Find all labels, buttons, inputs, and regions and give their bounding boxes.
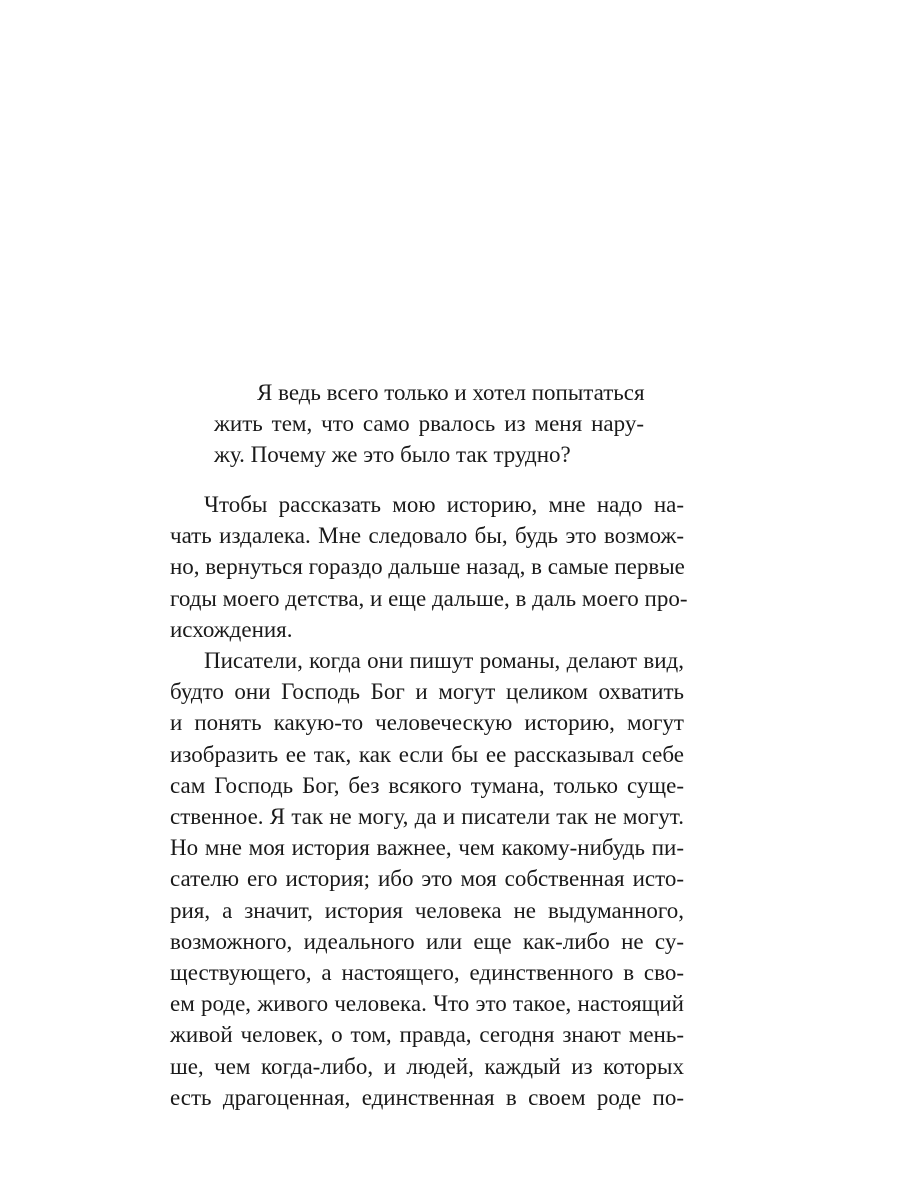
text-line: и понять какую-то человеческую историю, могут bbox=[170, 710, 684, 736]
text-line: будто они Господь Бог и могут целиком охватить bbox=[170, 679, 684, 705]
text-line: годы моего детства, и еще дальше, в даль моего про- bbox=[170, 585, 688, 611]
epigraph-line: жить тем, что само рвалось из меня нару- bbox=[214, 411, 644, 436]
text-line: изобразить ее так, как если бы ее рассказывал себе bbox=[170, 741, 684, 767]
text-line: ществующего, а настоящего, единственного в сво- bbox=[170, 960, 684, 986]
text-line: чать издалека. Мне следовало бы, будь это возмож- bbox=[170, 523, 684, 549]
paragraph-2 bbox=[170, 645, 684, 1113]
text-line: есть драгоценная, единственная в своем роде по- bbox=[170, 1084, 684, 1110]
epigraph-line: жу. Почему же это было так трудно? bbox=[214, 442, 571, 467]
text-line: Чтобы рассказать мою историю, мне надо на- bbox=[204, 492, 684, 517]
text-line: сам Господь Бог, без всякого тумана, только суще- bbox=[170, 772, 684, 798]
text-line: ственное. Я так не могу, да и писатели так не могут. bbox=[170, 804, 684, 830]
text-line: но, вернуться гораздо дальше назад, в самые первые bbox=[170, 554, 685, 580]
text-line: рия, а значит, история человека не выдуманного, bbox=[170, 897, 684, 923]
text-line: ем роде, живого человека. Что это такое, настоящий bbox=[170, 991, 684, 1017]
text-line: исхождения. bbox=[170, 616, 293, 642]
body-text bbox=[170, 489, 688, 1113]
paragraph-1 bbox=[170, 489, 688, 645]
text-line: Но мне моя история важнее, чем какому-нибудь пи- bbox=[170, 835, 684, 861]
text-line: возможного, идеального или еще как-либо не су- bbox=[170, 928, 684, 954]
epigraph bbox=[214, 377, 644, 470]
text-line: живой человек, о том, правда, сегодня знают мень- bbox=[170, 1022, 684, 1048]
epigraph-line: Я ведь всего только и хотел попытаться bbox=[257, 380, 645, 405]
text-line: сателю его история; ибо это моя собственная исто- bbox=[170, 866, 684, 892]
text-line: ше, чем когда-либо, и людей, каждый из которых bbox=[170, 1053, 684, 1079]
text-line: Писатели, когда они пишут романы, делают вид, bbox=[204, 648, 684, 674]
